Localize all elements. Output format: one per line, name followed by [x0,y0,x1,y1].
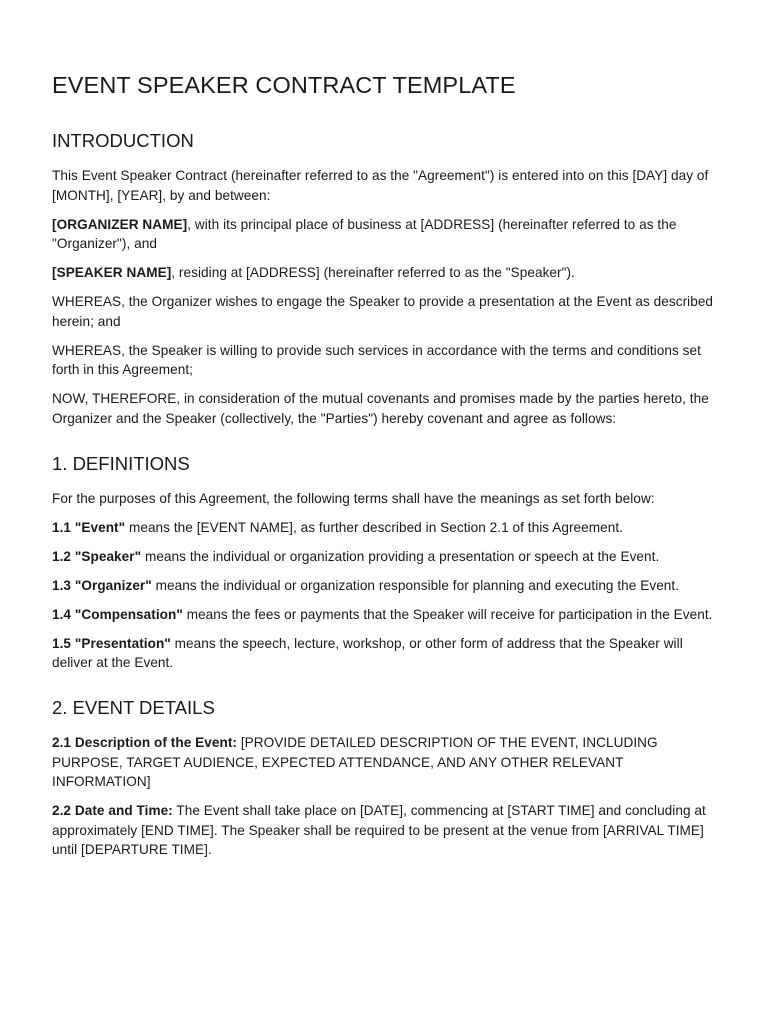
definition-term: 1.5 "Presentation" [52,635,171,651]
event-detail-item [52,733,722,792]
introduction-heading: INTRODUCTION [52,130,194,151]
definition-text: means the [EVENT NAME], as further described in Section 2.1 of this Agreement. [125,519,623,535]
document-title: EVENT SPEAKER CONTRACT TEMPLATE [52,72,516,98]
definition-text: means the individual or organization providing a presentation or speech at the Event. [141,548,660,564]
intro-paragraph: This Event Speaker Contract (hereinafter referred to as the "Agreement") is entered into on this [DAY] day of [MONTH], [YEAR], by and between: [52,168,709,203]
whereas-paragraph-2: WHEREAS, the Speaker is willing to provide such services in accordance with the terms and conditions set forth in this Agreement; [52,342,701,377]
definition-term: 1.2 "Speaker" [52,548,142,564]
definition-item [52,605,722,625]
event-detail-term: 2.1 Description of the Event: [52,735,237,750]
whereas-paragraph-1: WHEREAS, the Organizer wishes to engage the Speaker to provide a presentation at the Event as described herein; and [52,294,714,329]
organizer-paragraph-text: , with its principal place of business at [ADDRESS] (hereinafter referred to as the "Organizer"), and [52,216,677,251]
definition-term: 1.3 "Organizer" [52,577,152,593]
definition-item [52,634,722,673]
definition-term: 1.1 "Event" [52,519,126,535]
definition-text: means the speech, lecture, workshop, or other form of address that the Speaker will deliver at the Event. [52,635,683,670]
now-therefore-paragraph: NOW, THEREFORE, in consideration of the mutual covenants and promises made by the parties hereto, the Organizer and the Speaker (collectively, the "Parties") hereby covenant and agree as follows: [52,391,709,426]
event-details-heading: 2. EVENT DETAILS [52,697,215,718]
document-page [52,68,722,869]
definition-term: 1.4 "Compensation" [52,606,183,622]
event-detail-text: [PROVIDE DETAILED DESCRIPTION OF THE EVENT, INCLUDING PURPOSE, TARGET AUDIENCE, EXPECTED ATTENDANCE, AND ANY OTHER RELEVANT INFORMATION] [52,735,658,789]
definitions-intro: For the purposes of this Agreement, the following terms shall have the meanings as set forth below: [52,490,655,506]
event-detail-text: The Event shall take place on [DATE], commencing at [START TIME] and concluding at approximately [END TIME]. The Speaker shall be required to be present at the venue from [ARRIVAL TIME] until [DEPARTURE TIME]. [52,803,706,857]
event-detail-item [52,801,722,860]
organizer-name-placeholder: [ORGANIZER NAME] [52,216,188,232]
speaker-name-placeholder: [SPEAKER NAME] [52,265,172,280]
organizer-paragraph [52,215,722,254]
definition-text: means the individual or organization responsible for planning and executing the Event. [151,577,680,593]
definition-item [52,576,722,596]
definitions-heading: 1. DEFINITIONS [52,452,190,474]
definition-item [52,518,722,538]
speaker-paragraph [52,263,722,283]
speaker-paragraph-text: , residing at [ADDRESS] (hereinafter referred to as the "Speaker"). [171,265,575,280]
event-detail-term: 2.2 Date and Time: [52,803,173,818]
definition-text: means the fees or payments that the Speaker will receive for participation in the Event. [182,606,713,622]
definition-item [52,547,722,567]
